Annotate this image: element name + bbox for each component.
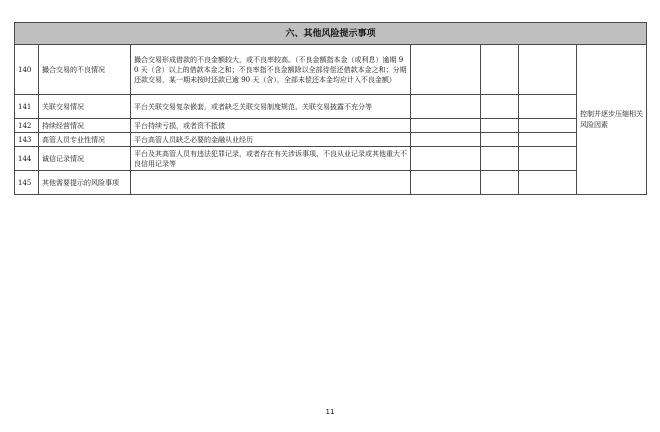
risk-item-name: 关联交易情况: [39, 95, 131, 119]
empty-cell: [519, 45, 577, 95]
risk-item-name: 诚信记录情况: [39, 147, 131, 171]
section-header-row: [15, 23, 647, 45]
empty-cell: [481, 119, 519, 133]
control-measure: 控制并逐步压缩相关风险因素: [577, 45, 647, 195]
empty-cell: [481, 147, 519, 171]
risk-description: 平台持续亏损，或者资不抵债: [131, 119, 411, 133]
empty-cell: [411, 45, 481, 95]
empty-cell: [411, 171, 481, 195]
empty-cell: [411, 133, 481, 147]
empty-cell: [481, 95, 519, 119]
table-row: [15, 147, 647, 171]
section-title: 六、其他风险提示事项: [15, 23, 647, 45]
table-row: [15, 119, 647, 133]
row-number: 145: [15, 171, 39, 195]
risk-item-name: 高管人员专业性情况: [39, 133, 131, 147]
row-number: 142: [15, 119, 39, 133]
row-number: 140: [15, 45, 39, 95]
empty-cell: [519, 133, 577, 147]
empty-cell: [519, 171, 577, 195]
risk-item-name: 撮合交易的不良情况: [39, 45, 131, 95]
risk-item-name: 其他需要提示的风险事项: [39, 171, 131, 195]
risk-item-name: 持续经营情况: [39, 119, 131, 133]
row-number: 143: [15, 133, 39, 147]
empty-cell: [411, 119, 481, 133]
empty-cell: [519, 95, 577, 119]
risk-description: 平台高管人员缺乏必要的金融从业经历: [131, 133, 411, 147]
risk-description: 平台及其高管人员有违法犯罪记录，或者存在有关涉诉事项、不良从业记录或其他重大不良信用记录等: [131, 147, 411, 171]
row-number: 141: [15, 95, 39, 119]
empty-cell: [481, 45, 519, 95]
empty-cell: [481, 133, 519, 147]
risk-table: [14, 22, 647, 195]
page-number: 11: [325, 408, 335, 416]
table-row: [15, 45, 647, 95]
empty-cell: [411, 95, 481, 119]
row-number: 144: [15, 147, 39, 171]
document-page: [14, 22, 646, 195]
table-row: [15, 95, 647, 119]
table-row: [15, 133, 647, 147]
risk-description: 平台关联交易复杂嵌套，或者缺乏关联交易制度规范、关联交易披露不充分等: [131, 95, 411, 119]
empty-cell: [519, 119, 577, 133]
risk-description: [131, 171, 411, 195]
table-row: [15, 171, 647, 195]
empty-cell: [411, 147, 481, 171]
empty-cell: [519, 147, 577, 171]
empty-cell: [481, 171, 519, 195]
risk-description: 撮合交易形成借款的不良金额较大，或不良率较高。（不良金额指本金（或利息）逾期 90 天（含）以上的借款本金之和；不良率指不良金额除以全部待偿还借款本金之和；分期还款交易，某一期未按时还款已逾 90 天（含），全部未偿还本金均应计入不良金额）: [131, 45, 411, 95]
